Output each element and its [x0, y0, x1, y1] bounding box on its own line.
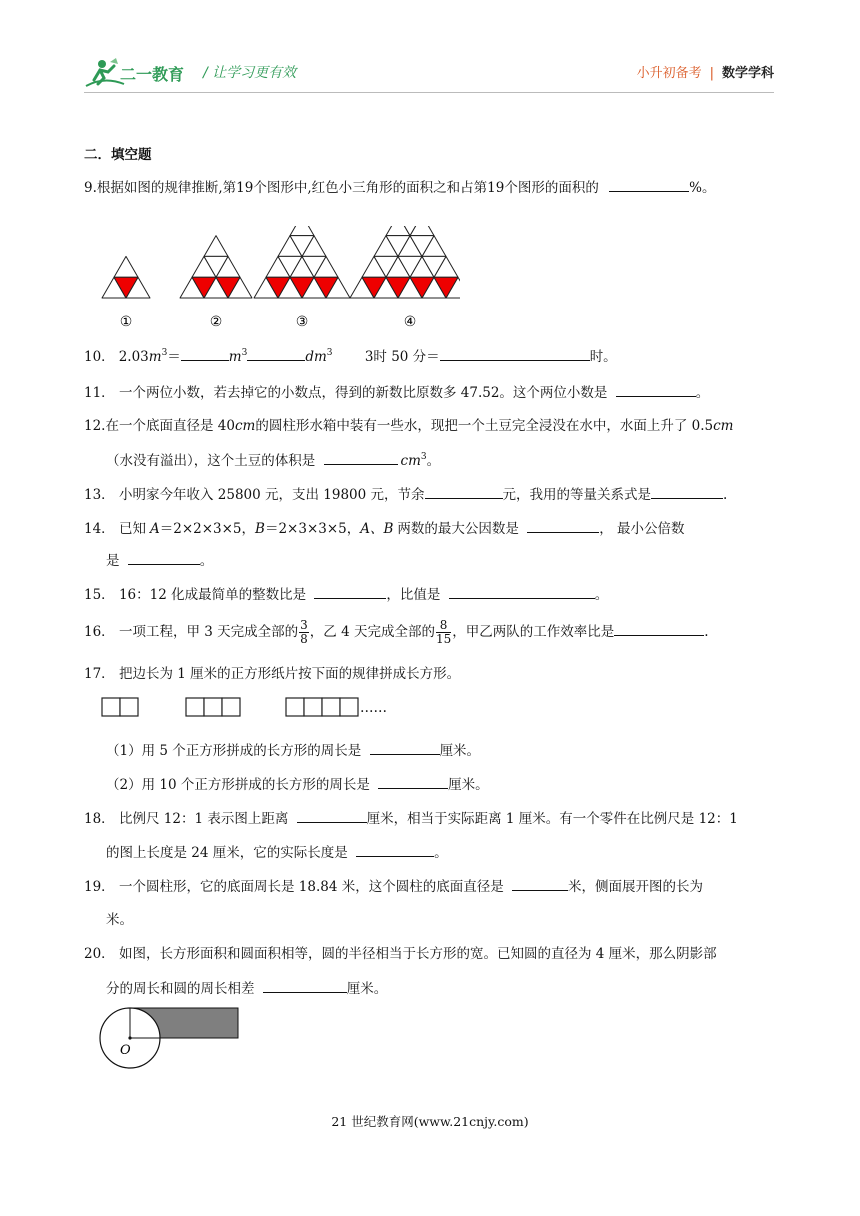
- q14-blank-2[interactable]: [128, 550, 200, 565]
- header-rule: [84, 92, 774, 93]
- question-17-sub1: [106, 740, 480, 761]
- q16-den-1: 8: [300, 632, 308, 646]
- q18-a: 18． 比例尺 12：1 表示图上距离: [84, 811, 289, 827]
- page-footer: 21 世纪教育网(www.21cnjy.com): [331, 1114, 529, 1129]
- header-separator: |: [709, 66, 714, 81]
- q17-blank-1[interactable]: [370, 740, 440, 755]
- question-18-line1: [84, 808, 738, 829]
- q9-triangle-figures: [96, 226, 460, 338]
- question-16: [84, 614, 709, 650]
- q16-a: 16． 一项工程，甲 3 天完成全部的: [84, 624, 299, 640]
- q12-unit-cm: cm: [234, 418, 256, 434]
- q12-l2: （水没有溢出），这个土豆的体积是: [106, 453, 316, 469]
- circle-rect-diagram: [98, 1004, 244, 1070]
- q16-c: ，甲乙两队的工作效率比是: [452, 624, 615, 640]
- unit-square: [304, 698, 322, 716]
- question-20-line1: [84, 944, 717, 964]
- question-12-line2: [106, 450, 440, 471]
- q14-e: ， 最小公倍数: [599, 521, 685, 537]
- q16-num-1: 3: [300, 618, 308, 632]
- q14-var-ab: A、B: [360, 521, 394, 537]
- q14-c: ＝2×3×3×5，: [264, 521, 361, 537]
- q10-equals: ＝: [167, 349, 181, 365]
- section-title: 二．填空题: [84, 147, 152, 163]
- tag-exam: 小升初备考: [636, 66, 702, 81]
- unit-square: [286, 698, 304, 716]
- q9-blank[interactable]: [609, 177, 689, 192]
- q16-blank[interactable]: [614, 621, 704, 636]
- q10-blank-1[interactable]: [181, 346, 229, 361]
- q19-b: 米，侧面展开图的长为: [568, 879, 703, 895]
- q17-blank-2[interactable]: [378, 774, 448, 789]
- q10-exp: 3: [161, 348, 168, 358]
- q10-exp2: 3: [241, 348, 248, 358]
- figure-label: ④: [403, 314, 417, 330]
- q18-blank-1[interactable]: [297, 808, 367, 823]
- small-triangle-up: [114, 256, 138, 277]
- q11-text: 11． 一个两位小数，若去掉它的小数点，得到的新数比原数多 47.52。这个两位小数是: [84, 385, 608, 401]
- q14-f: 是: [106, 553, 120, 569]
- triangle-pattern: [96, 226, 460, 338]
- q15-b: ，比值是: [386, 587, 441, 603]
- unit-square: [204, 698, 222, 716]
- small-triangle-up: [204, 236, 228, 257]
- q14-b: ＝2×2×3×5，: [159, 521, 256, 537]
- q10-unit-dm: dm: [305, 349, 327, 365]
- question-19-line2: [106, 910, 133, 930]
- unit-square: [322, 698, 340, 716]
- q20-c: 厘米。: [346, 981, 388, 997]
- q20-blank[interactable]: [263, 978, 347, 993]
- q19-blank-1[interactable]: [512, 876, 568, 891]
- question-13: [84, 484, 727, 505]
- question-12-line1: [84, 416, 733, 436]
- q10-unit-m: m: [148, 349, 162, 365]
- q20-circle-rectangle-figure: [98, 1004, 244, 1070]
- q9-unit: %。: [689, 180, 716, 196]
- q12-end: 。: [426, 453, 441, 469]
- question-14-line1: [84, 518, 685, 539]
- question-18-line2: [106, 842, 448, 863]
- question-15: [84, 584, 608, 605]
- unit-square: [222, 698, 240, 716]
- q16-den-2: 15: [435, 632, 452, 646]
- unit-square: [120, 698, 138, 716]
- slogan: / 让学习更有效: [203, 65, 297, 81]
- question-11: [84, 382, 709, 403]
- q10-unit-m2: m: [228, 349, 242, 365]
- q10-blank-2[interactable]: [247, 346, 305, 361]
- q10-value: 2.03: [118, 349, 149, 365]
- center-point: [128, 1036, 131, 1039]
- unit-square: [102, 698, 120, 716]
- q11-end: 。: [695, 385, 710, 401]
- q16-fraction-1: [299, 619, 309, 646]
- unit-square: [186, 698, 204, 716]
- q13-a: 13． 小明家今年收入 25800 元，支出 19800 元，节余: [84, 487, 425, 503]
- q17-s1: （1）用 5 个正方形拼成的长方形的周长是: [106, 743, 362, 759]
- question-17: 17． 把边长为 1 厘米的正方形纸片按下面的规律拼成长方形。: [84, 666, 461, 682]
- q10-time: 3时 50 分＝: [364, 349, 440, 365]
- figure-label: ①: [119, 314, 133, 330]
- q16-num-2: 8: [436, 619, 451, 633]
- q13-blank-2[interactable]: [651, 484, 723, 499]
- q12-blank[interactable]: [324, 450, 398, 465]
- q19-c: 米。: [106, 912, 133, 928]
- small-triangle-up: [290, 226, 314, 236]
- q14-a: 14． 已知: [84, 521, 146, 537]
- question-20-line2: [106, 978, 387, 999]
- q17-s2: （2）用 10 个正方形拼成的长方形的周长是: [106, 777, 370, 793]
- q13-blank-1[interactable]: [425, 484, 503, 499]
- q13-c: .: [723, 487, 728, 503]
- q12-exp: 3: [420, 452, 427, 462]
- q14-var-a: A: [149, 521, 160, 537]
- q12-l1: 12.在一个底面直径是 40: [84, 418, 235, 434]
- tag-subject: 数学学科: [721, 66, 774, 81]
- q18-d: 。: [434, 845, 448, 861]
- header-tags: [637, 62, 774, 81]
- q16-b: ，乙 4 天完成全部的: [309, 624, 435, 640]
- question-17-sub2: [106, 774, 489, 795]
- q17-dots: ……: [360, 700, 387, 716]
- q18-c: 的图上长度是 24 厘米，它的实际长度是: [106, 845, 348, 861]
- q15-blank-1[interactable]: [314, 584, 386, 599]
- q15-a: 15． 16：12 化成最简单的整数比是: [84, 587, 307, 603]
- brand-text: 二一教育: [120, 65, 185, 84]
- q11-blank[interactable]: [616, 382, 696, 397]
- q14-g: 。: [199, 553, 214, 569]
- q10-blank-3[interactable]: [440, 346, 590, 361]
- q10-unit-hour: 时。: [589, 349, 617, 365]
- center-label: O: [120, 1043, 131, 1058]
- question-14-line2: [106, 550, 213, 571]
- figure-label: ③: [295, 314, 309, 330]
- q17-s1u: 厘米。: [439, 743, 481, 759]
- question-19-line1: [84, 876, 703, 897]
- question-10: [84, 346, 617, 367]
- figure-label: ②: [209, 314, 223, 330]
- q10-exp3: 3: [326, 348, 333, 358]
- q20-b: 分的周长和圆的周长相差: [106, 981, 255, 997]
- q12-unit-cm3: cm: [400, 453, 421, 469]
- q20-a: 20． 如图，长方形面积和圆面积相等，圆的半径相当于长方形的宽。已知圆的直径为 4 厘米，那么阴影部: [84, 946, 717, 962]
- unit-square: [340, 698, 358, 716]
- q15-blank-2[interactable]: [449, 584, 595, 599]
- question-9: [84, 177, 715, 198]
- q19-a: 19． 一个圆柱形，它的底面周长是 18.84 米，这个圆柱的底面直径是: [84, 879, 504, 895]
- q15-c: 。: [594, 587, 609, 603]
- q16-end: .: [704, 624, 709, 640]
- q17-s2u: 厘米。: [448, 777, 489, 793]
- q14-d: 两数的最大公因数是: [397, 521, 519, 537]
- brand-logo: [84, 56, 194, 90]
- q18-blank-2[interactable]: [356, 842, 434, 857]
- q13-b: 元，我用的等量关系式是: [502, 487, 652, 503]
- q9-text: 9.根据如图的规律推断,第19个图形中,红色小三角形的面积之和占第19个图形的面积的: [84, 180, 599, 196]
- q18-b: 厘米，相当于实际距离 1 厘米。有一个零件在比例尺是 12：1: [366, 811, 738, 827]
- q14-blank-1[interactable]: [527, 518, 599, 533]
- q14-var-b: B: [255, 521, 265, 537]
- q12-unit-cm2: cm: [713, 418, 734, 434]
- q12-l1b: 的圆柱形水箱中装有一些水，现把一个土豆完全浸没在水中，水面上升了 0.5: [255, 418, 714, 434]
- q16-fraction-2: [436, 619, 451, 646]
- q10-num: 10．: [84, 349, 115, 365]
